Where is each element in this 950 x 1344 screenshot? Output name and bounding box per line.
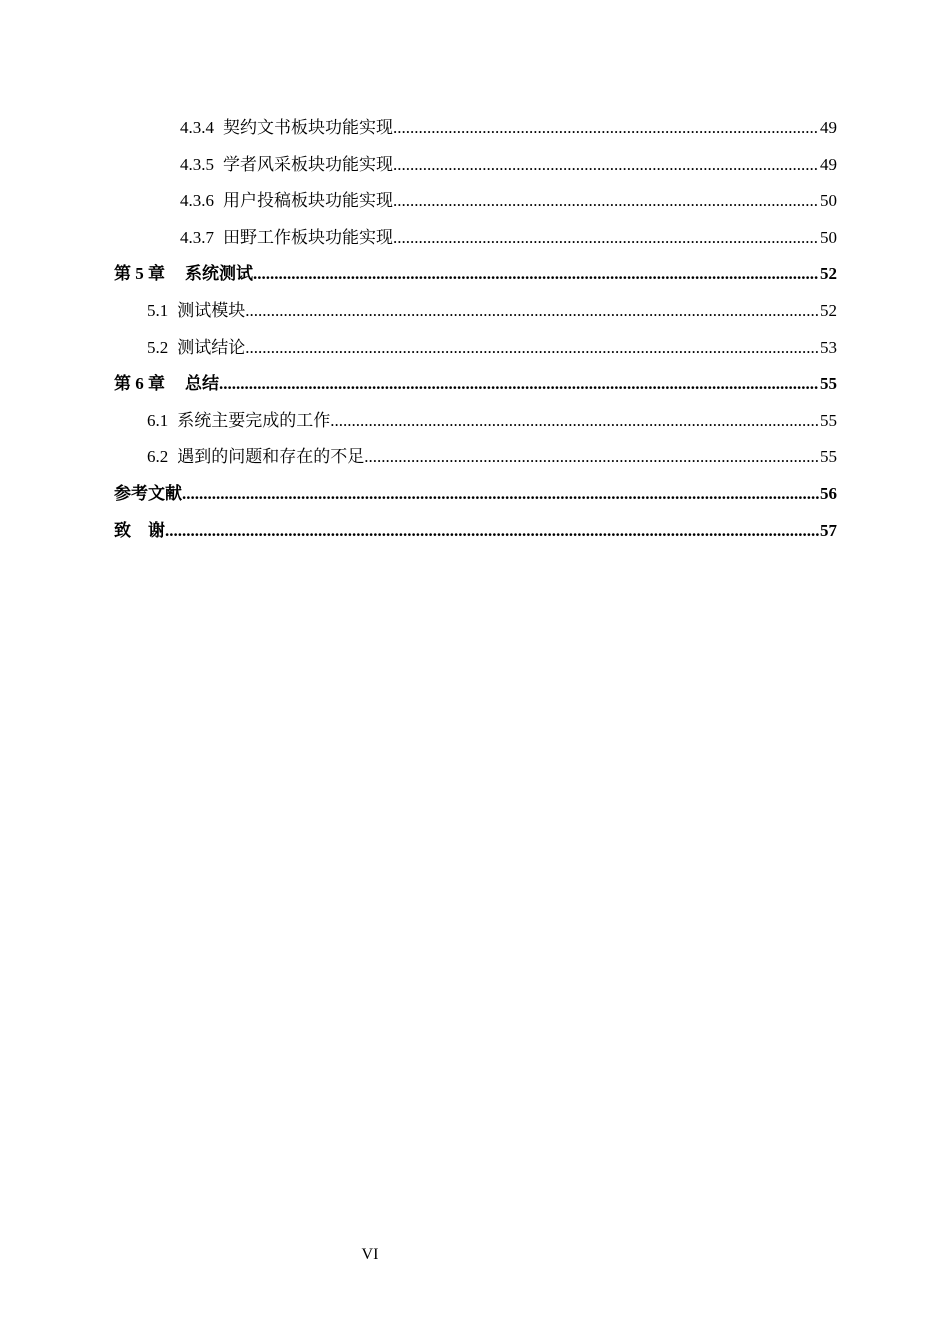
toc-number: 5.1 [147,300,169,320]
toc-entry-chapter-6[interactable] [114,366,837,403]
toc-page-number: 53 [820,337,837,357]
toc-entry-6-1[interactable] [114,403,837,440]
toc-title: 田野工作板块功能实现 [223,227,393,247]
toc-title: 学者风采板块功能实现 [223,154,393,174]
toc-title: 参考文献 [114,483,182,503]
toc-page-number: 55 [820,447,837,467]
toc-page-number: 52 [820,264,837,284]
toc-number: 6.1 [147,410,169,430]
toc-entry-references[interactable] [114,476,837,513]
toc-entry-chapter-5[interactable] [114,256,837,293]
toc-page-number: 49 [820,118,837,137]
toc-number: 第 6 章 [114,374,165,394]
toc-leader-dots [245,293,819,330]
toc-title: 用户投稿板块功能实现 [223,191,393,211]
toc-entry-5-2[interactable] [114,330,837,367]
toc-page-number: 56 [820,483,837,503]
toc-title: 系统主要完成的工作 [177,410,331,430]
toc-number: 4.3.6 [180,191,214,211]
toc-title: 遇到的问题和存在的不足 [177,447,365,467]
toc-leader-dots [393,220,819,257]
toc-entry-6-2[interactable] [114,439,837,476]
toc-leader-dots [253,256,819,293]
toc-title: 系统测试 [185,264,253,284]
toc-entry-4-3-7[interactable] [114,220,837,257]
toc-number: 第 5 章 [114,264,165,284]
toc-title: 总结 [185,374,219,394]
toc-leader-dots [219,366,819,403]
toc-title: 测试结论 [177,337,246,357]
toc-number: 4.3.4 [180,118,214,137]
toc-page-number: 50 [820,227,837,247]
table-of-contents [114,110,837,549]
toc-number: 4.3.7 [180,227,214,247]
toc-leader-dots [393,147,819,184]
toc-page-number: 50 [820,191,837,211]
toc-leader-dots [330,403,819,440]
toc-number: 6.2 [147,447,169,467]
toc-title: 致 谢 [114,520,165,540]
toc-entry-5-1[interactable] [114,293,837,330]
toc-leader-dots [245,330,819,367]
toc-leader-dots [364,439,819,476]
toc-title: 测试模块 [177,300,246,320]
toc-entry-4-3-4[interactable] [114,110,837,147]
toc-entry-4-3-6[interactable] [114,183,837,220]
toc-page-number: 49 [820,154,837,174]
page-footer-number: VI [361,1246,379,1263]
toc-leader-dots [393,110,819,147]
toc-number: 5.2 [147,337,169,357]
toc-number: 4.3.5 [180,154,214,174]
toc-page-number: 55 [820,374,837,394]
toc-page-number: 52 [820,300,837,320]
toc-entry-acknowledgements[interactable] [114,513,837,550]
toc-page-number: 57 [820,520,837,540]
toc-entry-4-3-5[interactable] [114,147,837,184]
toc-page-number: 55 [820,410,837,430]
toc-leader-dots [165,513,819,550]
toc-title: 契约文书板块功能实现 [223,118,393,137]
toc-leader-dots [393,183,819,220]
toc-leader-dots [182,476,819,513]
